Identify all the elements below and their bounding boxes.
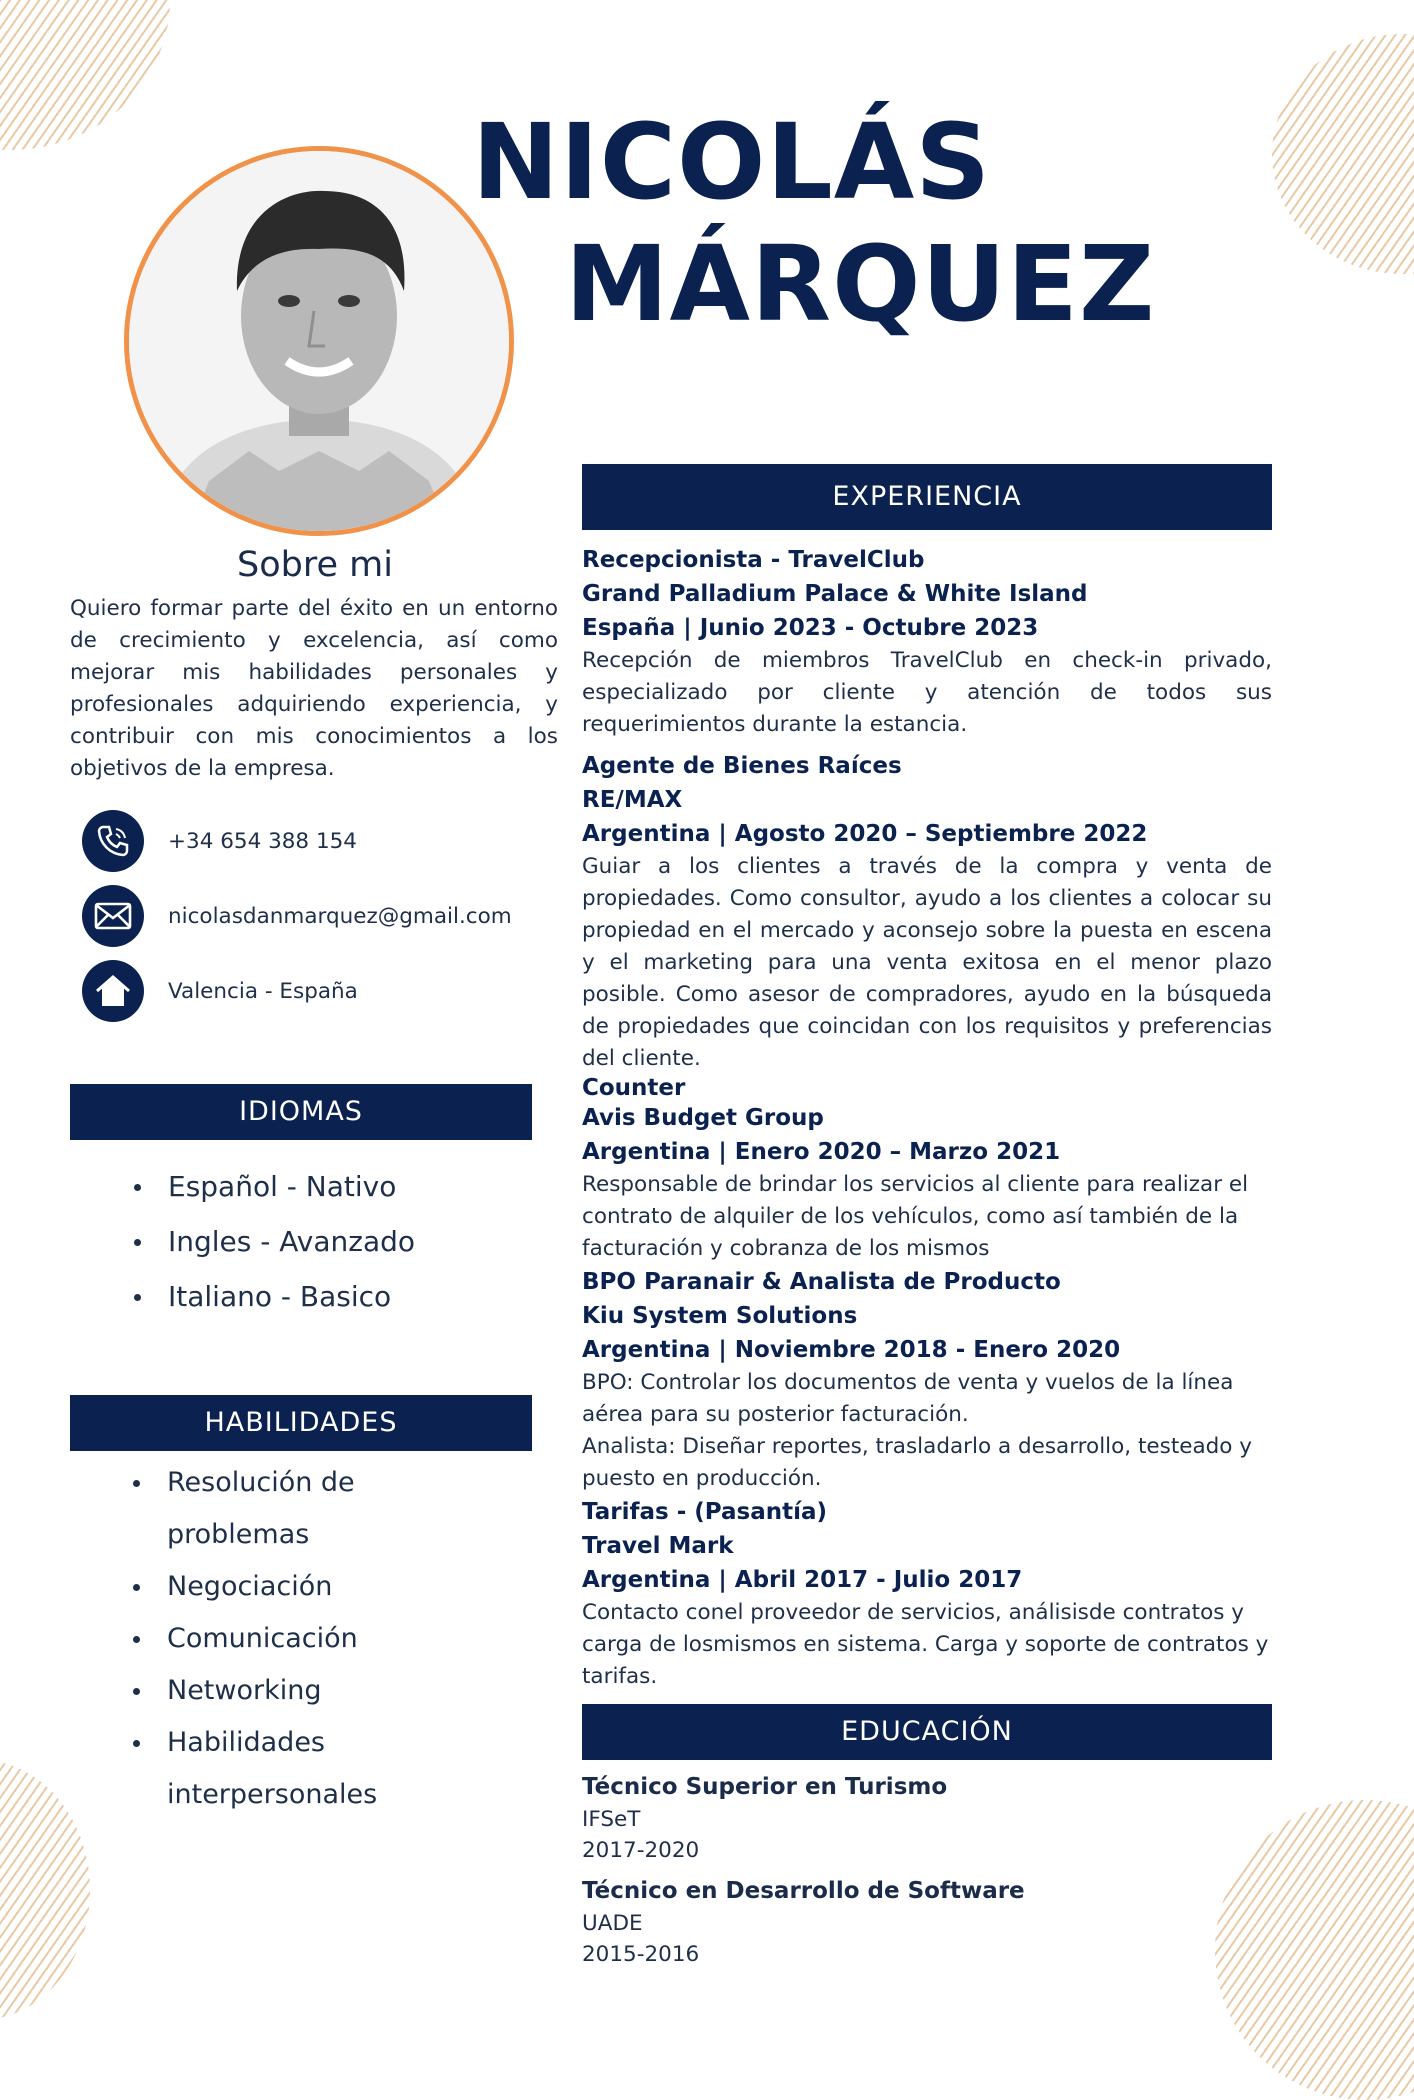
job-role: Agente de Bienes Raíces (582, 753, 902, 779)
study-years: 2015-2016 (582, 1942, 700, 1967)
school-name: UADE (582, 1911, 643, 1936)
school-name: IFSeT (582, 1807, 641, 1832)
list-item: Resolución de problemas (131, 1457, 421, 1561)
education-header: EDUCACIÓN (582, 1704, 1272, 1760)
education-list (582, 1770, 1272, 1970)
languages-list (132, 1167, 415, 1332)
job-company: Kiu System Solutions (582, 1303, 858, 1329)
list-item: Negociación (131, 1561, 421, 1613)
study-years: 2017-2020 (582, 1838, 700, 1863)
location-text: Valencia - España (168, 978, 358, 1004)
experience-list (582, 543, 1272, 1693)
job-place-date: Argentina | Abril 2017 - Julio 2017 (582, 1567, 1023, 1593)
job-place-date: Argentina | Enero 2020 – Marzo 2021 (582, 1139, 1061, 1165)
education-entry (582, 1770, 1272, 1866)
degree-title: Técnico en Desarrollo de Software (582, 1878, 1025, 1904)
list-item: Habilidades interpersonales (131, 1717, 421, 1821)
phone-text: +34 654 388 154 (168, 828, 357, 854)
job-entry (582, 1075, 1272, 1265)
decor-top-right (1272, 34, 1414, 274)
degree-title: Técnico Superior en Turismo (582, 1774, 948, 1800)
contact-email (82, 885, 512, 947)
about-text: Quiero formar parte del éxito en un entorno de crecimiento y excelencia, así como mejorar mis habilidades personales y profesionales adquiriendo experiencia, y contribuir con mis conocimientos a los objetivos de la empresa. (70, 596, 558, 781)
job-role: Tarifas - (Pasantía) (582, 1499, 828, 1525)
person-portrait (129, 151, 509, 531)
phone-icon (82, 810, 144, 872)
job-place-date: Argentina | Agosto 2020 – Septiembre 2022 (582, 821, 1148, 847)
skills-header: HABILIDADES (70, 1395, 532, 1451)
list-item: Ingles - Avanzado (132, 1222, 415, 1277)
skills-list (131, 1457, 421, 1821)
job-description: Responsable de brindar los servicios al cliente para realizar el contrato de alquiler de los vehículos, como así también de la facturación y cobranza de los mismos (582, 1172, 1249, 1261)
list-item: Español - Nativo (132, 1167, 415, 1222)
list-item: Networking (131, 1665, 421, 1717)
job-company: Grand Palladium Palace & White Island (582, 581, 1088, 607)
job-role: BPO Paranair & Analista de Producto (582, 1269, 1061, 1295)
job-entry (582, 543, 1272, 741)
list-item: Italiano - Basico (132, 1277, 415, 1332)
job-company: RE/MAX (582, 787, 683, 813)
job-description: Contacto conel proveedor de servicios, análisisde contratos y carga de losmismos en sistema. Carga y soporte de contratos y tarifas. (582, 1600, 1269, 1689)
job-role: Recepcionista - TravelClub (582, 547, 925, 573)
experience-header: EXPERIENCIA (582, 464, 1272, 530)
decor-bottom-left (0, 1760, 90, 2020)
job-entry (582, 1495, 1272, 1693)
profile-photo (124, 146, 514, 536)
last-name: MÁRQUEZ (565, 223, 1156, 345)
job-place-date: Argentina | Noviembre 2018 - Enero 2020 (582, 1337, 1121, 1363)
contact-phone (82, 810, 357, 872)
job-role: Counter (582, 1075, 686, 1101)
job-company: Travel Mark (582, 1533, 734, 1559)
job-description-2: Analista: Diseñar reportes, trasladarlo a desarrollo, testeado y puesto en producción. (582, 1434, 1253, 1491)
job-place-date: España | Junio 2023 - Octubre 2023 (582, 615, 1039, 641)
job-entry (582, 749, 1272, 1075)
education-entry (582, 1874, 1272, 1970)
job-description: BPO: Controlar los documentos de venta y vuelos de la línea aérea para su posterior facturación. (582, 1370, 1234, 1427)
mail-icon (82, 885, 144, 947)
decor-top-left (0, 0, 170, 150)
job-description: Guiar a los clientes a través de la compra y venta de propiedades. Como consultor, ayudo a los clientes a colocar su propiedad en el mercado y aconsejo sobre la puesta en escena y el marketing para una venta exitosa en el menor plazo posible. Como asesor de compradores, ayudo en la búsqueda de propiedades que coincidan con los requisitos y preferencias del cliente. (582, 854, 1272, 1071)
job-description: Recepción de miembros TravelClub en check-in privado, especializado por cliente y atención de todos sus requerimientos durante la estancia. (582, 648, 1272, 737)
list-item: Comunicación (131, 1613, 421, 1665)
contact-location (82, 960, 358, 1022)
home-icon (82, 960, 144, 1022)
about-title: Sobre mi (237, 545, 393, 585)
job-entry (582, 1265, 1272, 1495)
job-company: Avis Budget Group (582, 1105, 824, 1131)
languages-header: IDIOMAS (70, 1084, 532, 1140)
first-name: NICOLÁS (472, 101, 992, 223)
email-text: nicolasdanmarquez@gmail.com (168, 903, 512, 929)
